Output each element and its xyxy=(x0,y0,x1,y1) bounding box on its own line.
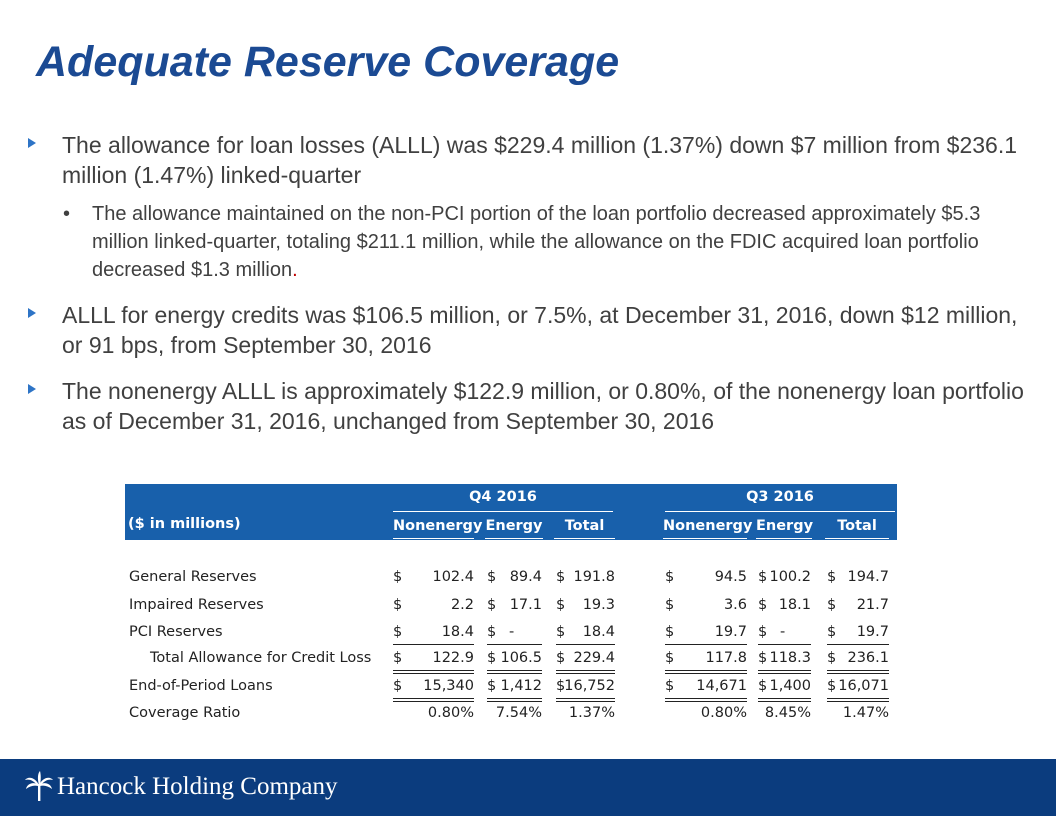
total-double-underline xyxy=(665,698,747,702)
currency-symbol: $ xyxy=(487,678,497,694)
currency-symbol: $ xyxy=(665,569,675,585)
row-label: Total Allowance for Credit Loss xyxy=(150,650,372,666)
table-cell: 14,671 xyxy=(696,678,747,694)
currency-symbol: $ xyxy=(758,678,768,694)
table-cell: 236.1 xyxy=(847,650,889,666)
subtotal-underline xyxy=(487,644,542,645)
total-double-underline xyxy=(556,698,615,702)
table-cell: 118.3 xyxy=(769,650,811,666)
currency-symbol: $ xyxy=(758,569,768,585)
table-cell: 3.6 xyxy=(723,597,747,613)
table-cell: 106.5 xyxy=(500,650,542,666)
group-underline xyxy=(665,511,895,512)
table-cell: 122.9 xyxy=(432,650,474,666)
total-double-underline xyxy=(827,698,889,702)
row-label: PCI Reserves xyxy=(129,624,223,640)
currency-symbol: $ xyxy=(393,650,403,666)
bullet-arrow-icon xyxy=(28,308,36,318)
table-cell: 1.47% xyxy=(842,705,889,721)
row-label: Impaired Reserves xyxy=(129,597,264,613)
unit-label: ($ in millions) xyxy=(128,516,241,532)
group-header-q3: Q3 2016 xyxy=(746,489,814,505)
currency-symbol: $ xyxy=(487,597,497,613)
total-double-underline xyxy=(556,670,615,674)
group-underline xyxy=(393,511,613,512)
currency-symbol: $ xyxy=(758,597,768,613)
table-cell: 17.1 xyxy=(509,597,542,613)
table-cell: - xyxy=(509,624,515,640)
table-cell: 15,340 xyxy=(423,678,474,694)
total-double-underline xyxy=(758,698,811,702)
total-double-underline xyxy=(393,698,474,702)
column-underline xyxy=(756,538,812,539)
table-cell: 18.4 xyxy=(441,624,474,640)
currency-symbol: $ xyxy=(665,597,675,613)
currency-symbol: $ xyxy=(827,678,837,694)
total-double-underline xyxy=(758,670,811,674)
bullet-text: The nonenergy ALLL is approximately $122.9 million, or 0.80%, of the nonenergy loan portfolio as of December 31, 2016, unchanged from September 30, 2016 xyxy=(62,378,1024,434)
column-header: Nonenergy xyxy=(663,518,753,534)
table-cell: 19.7 xyxy=(856,624,889,640)
table-cell: 94.5 xyxy=(714,569,747,585)
currency-symbol: $ xyxy=(827,597,837,613)
currency-symbol: $ xyxy=(487,624,497,640)
table-cell: 16,071 xyxy=(838,678,889,694)
table-cell: 0.80% xyxy=(427,705,474,721)
currency-symbol: $ xyxy=(487,569,497,585)
currency-symbol: $ xyxy=(393,624,403,640)
column-header: Energy xyxy=(756,518,814,534)
currency-symbol: $ xyxy=(665,624,675,640)
subtotal-underline xyxy=(393,644,474,645)
subtotal-underline xyxy=(827,644,889,645)
currency-symbol: $ xyxy=(556,569,566,585)
table-cell: 19.7 xyxy=(714,624,747,640)
column-header: Total xyxy=(837,518,877,534)
currency-symbol: $ xyxy=(827,650,837,666)
currency-symbol: $ xyxy=(487,650,497,666)
bullet-dot-icon: • xyxy=(63,203,71,225)
currency-symbol: $ xyxy=(665,650,675,666)
bullet-arrow-icon xyxy=(28,384,36,394)
subtotal-underline xyxy=(758,644,811,645)
sub-bullet-text: The allowance maintained on the non-PCI portion of the loan portfolio decreased approximately $5.3 million linked-quarter, totaling $211.1 million, while the allowance on the FDIC acquired loan portfolio decreased $1.3 million xyxy=(92,203,981,281)
column-underline xyxy=(485,538,543,539)
slide-title: Adequate Reserve Coverage xyxy=(36,38,620,86)
sub-bullet-period: . xyxy=(292,259,298,281)
currency-symbol: $ xyxy=(758,624,768,640)
bullet-text: ALLL for energy credits was $106.5 million, or 7.5%, at December 31, 2016, down $12 million, or 91 bps, from September 30, 2016 xyxy=(62,302,1018,358)
table-cell: 0.80% xyxy=(700,705,747,721)
currency-symbol: $ xyxy=(393,678,403,694)
currency-symbol: $ xyxy=(556,624,566,640)
row-label: End-of-Period Loans xyxy=(129,678,273,694)
row-label: Coverage Ratio xyxy=(129,705,241,721)
column-underline xyxy=(663,538,747,539)
currency-symbol: $ xyxy=(556,597,566,613)
table-cell: 8.45% xyxy=(764,705,811,721)
total-double-underline xyxy=(487,698,542,702)
total-double-underline xyxy=(487,670,542,674)
table-cell: 1,412 xyxy=(500,678,542,694)
table-cell: 19.3 xyxy=(582,597,615,613)
group-header-q4: Q4 2016 xyxy=(469,489,537,505)
total-double-underline xyxy=(665,670,747,674)
table-cell: 102.4 xyxy=(432,569,474,585)
table-cell: 117.8 xyxy=(705,650,747,666)
table-cell: 229.4 xyxy=(573,650,615,666)
currency-symbol: $ xyxy=(827,624,837,640)
footer-bar xyxy=(0,759,1056,816)
subtotal-underline xyxy=(556,644,615,645)
currency-symbol: $ xyxy=(556,650,566,666)
table-cell: 1.37% xyxy=(568,705,615,721)
palm-tree-icon xyxy=(24,771,54,803)
column-underline xyxy=(554,538,615,539)
currency-symbol: $ xyxy=(827,569,837,585)
column-header: Total xyxy=(564,518,605,534)
bullet-text: The allowance for loan losses (ALLL) was $229.4 million (1.37%) down $7 million from $236.1 million (1.47%) linked-quarter xyxy=(62,132,1017,188)
table-header xyxy=(125,484,897,540)
column-underline xyxy=(393,538,474,539)
currency-symbol: $ xyxy=(758,650,768,666)
bullet-nonenergy xyxy=(28,376,1038,436)
currency-symbol: $ xyxy=(556,678,566,694)
row-label: General Reserves xyxy=(129,569,257,585)
bullet-energy xyxy=(28,300,1038,360)
table-cell: 18.4 xyxy=(582,624,615,640)
table-cell: 18.1 xyxy=(778,597,811,613)
table-cell: 16,752 xyxy=(564,678,615,694)
reserve-table xyxy=(125,484,897,724)
total-double-underline xyxy=(393,670,474,674)
currency-symbol: $ xyxy=(393,597,403,613)
sub-bullet-non-pci xyxy=(28,200,1038,284)
company-name: Hancock Holding Company xyxy=(57,773,338,800)
subtotal-underline xyxy=(665,644,747,645)
table-cell: 7.54% xyxy=(495,705,542,721)
table-cell: 1,400 xyxy=(769,678,811,694)
total-double-underline xyxy=(827,670,889,674)
table-cell: 89.4 xyxy=(509,569,542,585)
currency-symbol: $ xyxy=(393,569,403,585)
bullet-arrow-icon xyxy=(28,138,36,148)
column-header: Nonenergy xyxy=(393,518,483,534)
bullet-allowance xyxy=(28,130,1038,190)
column-underline xyxy=(825,538,889,539)
table-cell: 2.2 xyxy=(450,597,474,613)
column-header: Energy xyxy=(485,518,543,534)
bullet-list xyxy=(28,130,1038,452)
currency-symbol: $ xyxy=(665,678,675,694)
table-cell: 21.7 xyxy=(856,597,889,613)
table-cell: 191.8 xyxy=(573,569,615,585)
table-cell: 100.2 xyxy=(769,569,811,585)
table-cell: 194.7 xyxy=(847,569,889,585)
table-cell: - xyxy=(780,624,786,640)
